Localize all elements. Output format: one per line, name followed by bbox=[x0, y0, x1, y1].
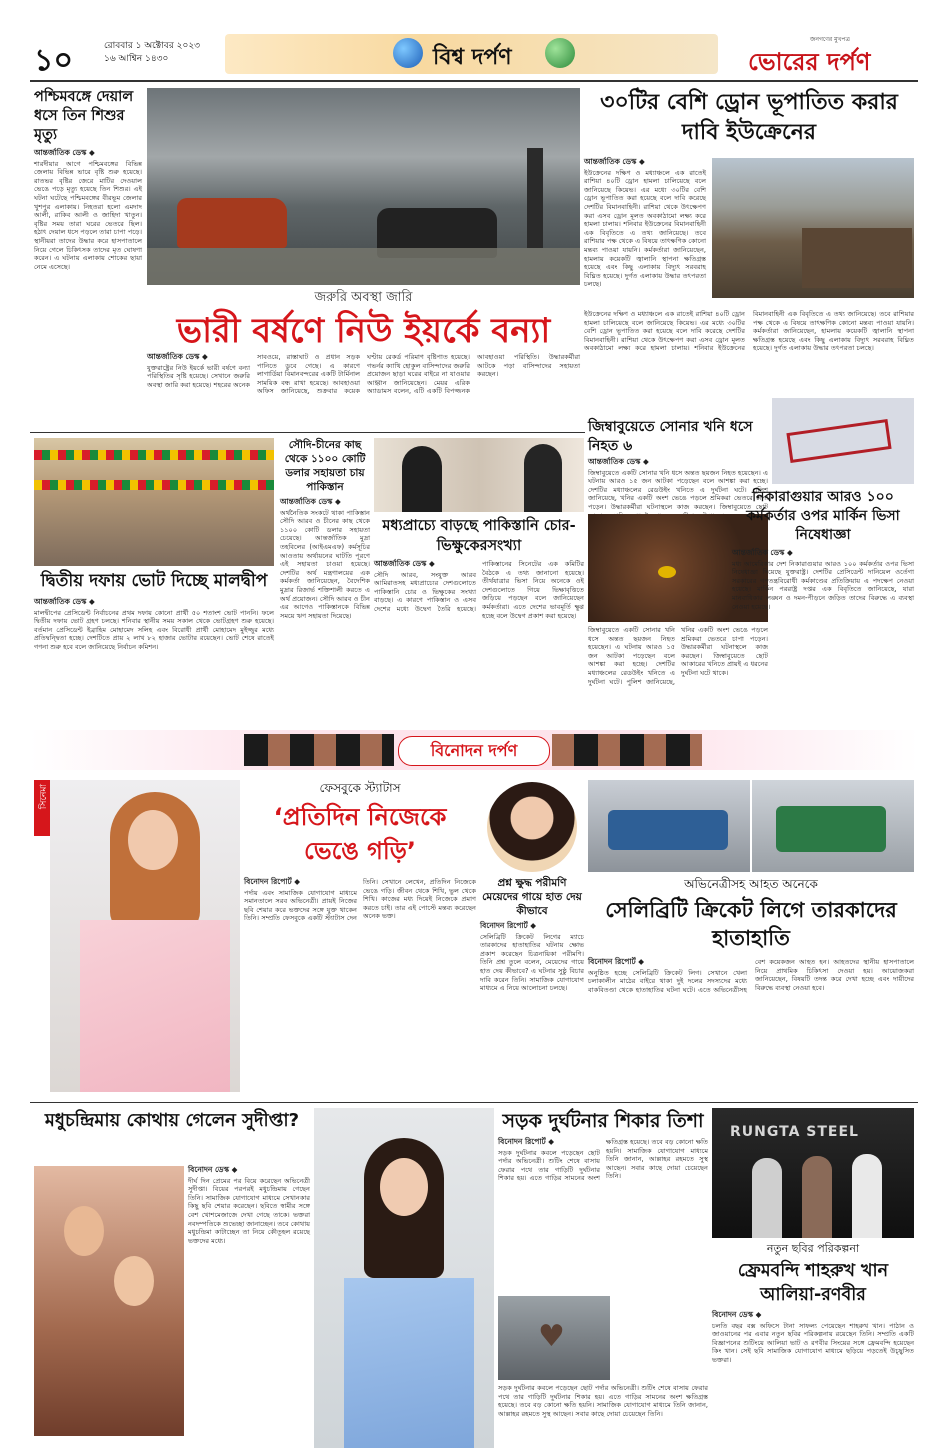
players-shape bbox=[608, 810, 728, 850]
article-body bbox=[374, 560, 584, 708]
story-saudi bbox=[280, 438, 370, 723]
kicker: ফেসবুকে স্ট্যাটাস bbox=[319, 781, 401, 795]
byline: বিনোদন রিপোর্ট ◆ bbox=[498, 1137, 555, 1146]
face-shape bbox=[380, 1158, 428, 1216]
headline: মধুচন্দ্রিমায় কোথায় গেলেন সুদীপ্তা? bbox=[44, 1110, 300, 1131]
byline: আন্তর্জাতিক ডেস্ক ◆ bbox=[374, 559, 435, 568]
saree-shape bbox=[344, 1278, 474, 1448]
headline: ভারী বর্ষণে নিউ ইয়র্কে বন্যা bbox=[176, 311, 551, 351]
body-text: দীর্ঘ দিন প্রেমের পর বিয়ে করেছেন অভিনেত্রী সুদীপ্তা। বিয়ের পরপরই মধুচন্দ্রিমায় গেছেন তিনি। সামাজিক যোগাযোগ মাধ্যমে সেখানকার কিছু ছবি শেয়ার করেছেন। ছবিতে স্বামীর সঙ্গে বেশ খোশমেজাজে দেখা গেছে তাকে। ভক্তরা নবদম্পতিকে শুভেচ্ছা জানাচ্ছেন। তবে কোথায় মধুচন্দ্রিমা কাটাচ্ছেন তা নিয়ে কৌতূহল রয়েছে ভক্তদের মধ্যে। bbox=[188, 1176, 310, 1245]
row-divider bbox=[30, 1102, 918, 1103]
kicker: অভিনেত্রীসহ আহত অনেকে bbox=[684, 877, 818, 891]
face-shape bbox=[128, 810, 178, 870]
article-body bbox=[34, 149, 142, 439]
story-flood bbox=[147, 288, 580, 428]
figure-shape bbox=[524, 444, 562, 512]
article-body bbox=[147, 353, 580, 425]
byline: আন্তর্জাতিক ডেস্ক ◆ bbox=[34, 148, 95, 157]
story-sudipta bbox=[34, 1108, 310, 1448]
headline: সৌদি-চীনের কাছ থেকে ১১০০ কোটি ডলার সহায়তা চায় পাকিস্তান bbox=[284, 439, 366, 493]
kicker: জরুরি অবস্থা জারি bbox=[314, 290, 413, 305]
cricket-photo-left bbox=[588, 780, 750, 872]
person-shape bbox=[527, 148, 543, 248]
body-text: সেলিব্রিটি ক্রিকেট লিগের ম্যাচে তারকাদের হাতাহাতির ঘটনায় ক্ষোভ প্রকাশ করেছেন চিত্রনায়িকা পরীমণি। তিনি প্রশ্ন তুলে বলেন, মেয়েদের গায়ে হাত দেয় কীভাবে? এ ঘটনার সুষ্ঠু বিচার দাবি করেন তিনি। সামাজিক যোগাযোগ মাধ্যমে এ নিয়ে আলোচনা চলছে। bbox=[480, 932, 584, 993]
car-shape bbox=[177, 198, 287, 248]
headline: পশ্চিমবঙ্গে দেয়াল ধসে তিন শিশুর মৃত্যু bbox=[34, 89, 134, 143]
date-bengali: ১৬ আশ্বিন ১৪৩০ bbox=[104, 54, 169, 64]
article-body-cont bbox=[584, 310, 914, 380]
story-beggars bbox=[374, 516, 584, 722]
actress-photo bbox=[50, 780, 240, 1092]
entertainment-title bbox=[398, 736, 550, 766]
body-text: জিম্বাবুয়েতে একটি সোনার খনি ধসে অন্তত ছয়জন নিহত হয়েছেন। এ ঘটনায় আরও ১৫ জন আটকা পড়েছেন বলে আশঙ্কা করা হচ্ছে। দেশটির মধ্যাঞ্চলের রেডউইং খনিতে এ দুর্ঘটনা ঘটে। পুলিশ জানিয়েছে, খনির একটি অংশ ভেঙে পড়লে শ্রমিকরা ভেতরে চাপা পড়েন। উদ্ধারকর্মীরা ঘটনাস্থলে কাজ করছেন। জিম্বাবুয়েতে ছোট bbox=[588, 468, 768, 511]
figure-shape bbox=[402, 446, 442, 512]
headline: ৩০টির বেশি ড্রোন ভূপাতিত করার দাবি ইউক্রেনের bbox=[600, 90, 898, 145]
article-body-cont bbox=[498, 1384, 708, 1440]
cricket-photo-right bbox=[752, 780, 914, 872]
article-body bbox=[584, 158, 706, 308]
face-shape bbox=[114, 1256, 154, 1306]
article-body bbox=[188, 1166, 310, 1438]
body-text: ইউক্রেনের দক্ষিণ ও মধ্যাঞ্চলে এক রাতেই রাশিয়া ৪০টি ড্রোন হামলা চালিয়েছে বলে জানিয়েছে কিয়েভ। এর মধ্যে ৩০টির বেশি ড্রোন ভূপাতিত করা হয়েছে বলে দাবি করেছে দেশটির বিমানবাহিনী। রাশিয়া থেকে উৎক্ষেপণ করা এসব ড্রোন মূলত অবকাঠামো লক্ষ্য করে হামলা চালায়। শনিবার ইউক্রেনের বিমানবাহিনী এক বিবৃতিতে এ তথ্য জানিয়েছে। তবে রাশিয়ার পক্ষ থেকে এ বিষয়ে তাৎক্ষণিক কোনো মন্তব্য পাওয়া যায়নি। কর্মকর্তারা জানিয়েছেন, হামলায় কয়েকটি জ্বালানি স্থাপনা ক্ষতিগ্রস্ত হয়েছে এবং কিছু এলাকায় বিদ্যুৎ সরবরাহ বিঘ্নিত হয়েছে। দুর্গত এলাকায় উদ্ধার তৎপরতা চলছে। bbox=[584, 168, 707, 289]
sign-text: RUNGTA STEEL bbox=[730, 1124, 859, 1140]
byline: বিনোদন রিপোর্ট ◆ bbox=[588, 957, 645, 966]
globe-icon-right bbox=[545, 38, 575, 68]
paper-tag: জনগণের মুখপত্র bbox=[810, 36, 850, 43]
section-title: বিশ্ব দর্পণ bbox=[433, 44, 512, 70]
byline: বিনোদন রিপোর্ট ◆ bbox=[480, 921, 537, 930]
date-gregorian: রোববার ১ অক্টোবর ২০২৩ bbox=[104, 41, 201, 51]
byline: আন্তর্জাতিক ডেস্ক ◆ bbox=[588, 457, 649, 466]
entertainment-banner bbox=[30, 730, 918, 770]
byline: আন্তর্জাতিক ডেস্ক ◆ bbox=[34, 597, 95, 606]
shahrukh-photo bbox=[712, 1108, 914, 1238]
story-cricket bbox=[588, 876, 914, 1100]
headline: দ্বিতীয় দফায় ভোট দিচ্ছে মালদ্বীপ bbox=[40, 571, 268, 591]
story-maldives bbox=[34, 570, 274, 720]
film-strip-right bbox=[552, 734, 702, 766]
drone-photo bbox=[712, 158, 914, 298]
article-body bbox=[244, 878, 476, 1078]
body-text: সড়ক দুর্ঘটনার কবলে পড়েছেন ছোট পর্দার অভিনেত্রী। শুটিং শেষে বাসায় ফেরার পথে তার গাড়িটি দুর্ঘটনার শিকার হয়। এতে গাড়ির সামনের অংশ ক্ষতিগ্রস্ত হয়েছে। তবে বড় কোনো ক্ষতি হয়নি। সামাজিক যোগাযোগ মাধ্যমে তিনি জানান, আল্লাহর রহমতে সুস্থ আছেন। সবার কাছে দোয়া চেয়েছেন তিনি। bbox=[498, 1384, 708, 1418]
headline: সেলিব্রিটি ক্রিকেট লিগে তারকাদের হাতাহাতি bbox=[605, 898, 897, 950]
byline: আন্তর্জাতিক ডেস্ক ◆ bbox=[147, 352, 208, 361]
body-text: মধ্য আমেরিকার দেশ নিকারাগুয়ার আরও ১০০ কর্মকর্তার ওপর ভিসা নিষেধাজ্ঞা দিয়েছে যুক্তরাষ্ট্র। দেশটির প্রেসিডেন্ট দানিয়েল ওর্তেগা সরকারের গণতন্ত্রবিরোধী কর্মকাণ্ডের প্রতিক্রিয়ায় এ পদক্ষেপ নেওয়া হয়েছে। মার্কিন পররাষ্ট্র দপ্তর এক বিবৃতিতে জানিয়েছে, যারা মানবাধিকার লঙ্ঘন ও দমন-পীড়নে জড়িত তাদের বিরুদ্ধে এ ব্যবস্থা নেওয়া হয়েছে। bbox=[732, 559, 914, 611]
section-banner bbox=[225, 34, 718, 74]
date-line bbox=[104, 40, 200, 66]
byline: আন্তর্জাতিক ডেস্ক ◆ bbox=[732, 548, 793, 557]
face-shape bbox=[64, 1206, 104, 1256]
person-shape bbox=[752, 1158, 782, 1238]
saree-shape bbox=[80, 920, 230, 1092]
globe-icon bbox=[393, 38, 423, 68]
person-shape bbox=[852, 1154, 882, 1238]
visa-rejected-photo bbox=[772, 398, 914, 484]
body-text: সড়ক দুর্ঘটনার কবলে পড়েছেন ছোট পর্দার অভিনেত্রী। শুটিং শেষে বাসায় ফেরার পথে তার গাড়িটি দুর্ঘটনার শিকার হয়। এতে গাড়ির সামনের অংশ ক্ষতিগ্রস্ত হয়েছে। তবে বড় কোনো ক্ষতি হয়নি। সামাজিক যোগাযোগ মাধ্যমে তিনি জানান, আল্লাহর রহমতে সুস্থ আছেন। সবার কাছে দোয়া চেয়েছেন তিনি। bbox=[498, 1138, 708, 1183]
byline: বিনোদন ডেস্ক ◆ bbox=[188, 1165, 238, 1174]
story-porimoni bbox=[480, 876, 584, 1098]
article-body bbox=[498, 1138, 708, 1294]
headline: নিকারাগুয়ার আরও ১০০ কর্মকর্তার ওপর মার্কিন ভিসা নিষেধাজ্ঞা bbox=[746, 489, 900, 543]
headline: মধ্যপ্রাচ্যে বাড়ছে পাকিস্তানি চোর-ভিক্ষুকেরসংখ্যা bbox=[382, 518, 576, 554]
body-text: চলতি বছর বক্স অফিসে টানা সাফল্য পেয়েছেন শাহরুখ খান। পাঠান ও জাওয়ানের পর এবার নতুন ছবির পরিকল্পনায় রয়েছেন তিনি। সম্প্রতি একটি বিজ্ঞাপনের শুটিংয়ে আলিয়া ভাট ও রণবীর সিংয়ের সঙ্গে ফ্রেমবন্দি হয়েছেন কিং খান। সেই ছবি সামাজিক যোগাযোগ মাধ্যমে ছড়িয়ে পড়তেই উচ্ছ্বসিত ভক্তরা। bbox=[712, 1321, 914, 1364]
byline: বিনোদন রিপোর্ট ◆ bbox=[244, 877, 301, 886]
row-divider bbox=[30, 432, 585, 433]
headline: সড়ক দুর্ঘটনার শিকার তিশা bbox=[502, 1110, 704, 1132]
article-body bbox=[34, 598, 274, 698]
crashed-car-photo bbox=[498, 1296, 610, 1380]
story-drone bbox=[584, 88, 914, 380]
body-text: ইউক্রেনের দক্ষিণ ও মধ্যাঞ্চলে এক রাতেই রাশিয়া ৪০টি ড্রোন হামলা চালিয়েছে বলে জানিয়েছে কিয়েভ। এর মধ্যে ৩০টির বেশি ড্রোন ভূপাতিত করা হয়েছে বলে দাবি করেছে দেশটির বিমানবাহিনী। রাশিয়া থেকে উৎক্ষেপণ করা এসব ড্রোন মূলত অবকাঠামো লক্ষ্য করে হামলা চালায়। শনিবার ইউক্রেনের বিমানবাহিনী এক বিবৃতিতে এ তথ্য জানিয়েছে। তবে রাশিয়ার পক্ষ থেকে এ বিষয়ে তাৎক্ষণিক কোনো মন্তব্য পাওয়া যায়নি। কর্মকর্তারা জানিয়েছেন, হামলায় কয়েকটি জ্বালানি স্থাপনা ক্ষতিগ্রস্ত হয়েছে এবং কিছু এলাকায় বিদ্যুৎ সরবরাহ বিঘ্নিত হয়েছে। দুর্গত এলাকায় উদ্ধার তৎপরতা চলছে। bbox=[584, 310, 914, 353]
bunting-shape bbox=[34, 480, 274, 490]
flood-photo bbox=[147, 88, 580, 285]
cinema-tag bbox=[34, 780, 50, 836]
players-shape bbox=[776, 806, 886, 852]
byline: আন্তর্জাতিক ডেস্ক ◆ bbox=[584, 157, 645, 166]
headline: ‘প্রতিদিন নিজেকে ভেঙে গড়ি’ bbox=[273, 803, 447, 865]
porimoni-photo bbox=[487, 782, 577, 872]
couple-photo bbox=[34, 1166, 184, 1436]
story-tisha bbox=[498, 1108, 708, 1448]
byline: বিনোদন ডেস্ক ◆ bbox=[712, 1310, 762, 1319]
gold-nugget-shape bbox=[658, 566, 676, 578]
paper-logo: ভোরের দর্পণ bbox=[748, 47, 871, 76]
heart-icon: ♥ bbox=[538, 1319, 565, 1354]
body-text: যুক্তরাষ্ট্রের নিউ ইয়র্কে ভারী বর্ষণে বন্যা পরিস্থিতির সৃষ্টি হয়েছে। সেখানে জরুরি অবস্থা জারি করা হয়েছে। শহরের অনেক সাবওয়ে, রাস্তাঘাট ও প্রধান সড়ক পানিতে ডুবে গেছে। এ কারণে লাগার্ডিয়া বিমানবন্দরের একটি টার্মিনাল সাময়িক বন্ধ রাখা হয়েছে। আবহাওয়া অফিস জানিয়েছে, শুক্রবার কয়েক ঘণ্টায় রেকর্ড পরিমাণ বৃষ্টিপাত হয়েছে। গভর্নর ক্যাথি হোকুল বাসিন্দাদের জরুরি প্রয়োজন ছাড়া ঘরের বাইরে না যাওয়ার আহ্বান জানিয়েছেন। মেয়র এরিক অ্যাডামস বলেন, এটি একটি বিপজ্জনক আবহাওয়া পরিস্থিতি। উদ্ধারকর্মীরা আটকে পড়া বাসিন্দাদের সহায়তা করছেন। bbox=[147, 353, 580, 396]
person-shape bbox=[802, 1156, 832, 1238]
body-text: মালদ্বীপের প্রেসিডেন্ট নির্বাচনের প্রথম দফায় কোনো প্রার্থী ৫০ শতাংশ ভোট পাননি। ফলে দ্বিতীয় দফায় ভোট গ্রহণ চলছে। শনিবার স্থানীয় সময় সকাল থেকে ভোটগ্রহণ শুরু হয়েছে। বর্তমান প্রেসিডেন্ট ইব্রাহিম মোহামেদ সলিহ এবং বিরোধী প্রার্থী মোহামেদ মুইজ্জুর মধ্যে প্রতিদ্বন্দ্বিতা হচ্ছে। দেশটিতে প্রায় ২ লাখ ৮২ হাজার ভোটার রয়েছেন। ভোট শেষে রাতেই গণনা শুরু হবে বলে জানিয়েছে নির্বাচন কমিশন। bbox=[34, 608, 274, 651]
masthead bbox=[0, 0, 945, 80]
headline: প্রশ্ন ক্ষুদ্ধ পরীমণি মেয়েদের গায়ে হাত দেয় কীভাবে bbox=[482, 877, 582, 917]
article-body bbox=[712, 1311, 914, 1423]
page-number: ১০ bbox=[34, 43, 73, 78]
section-title: বিনোদন দর্পণ bbox=[430, 741, 518, 760]
body-text: অনুষ্ঠিত হচ্ছে সেলিব্রিটি ক্রিকেট লিগ। সেখানে খেলা চলাকালীন মাঠের বাইরে থাকা দুই দলের সদস্যদের মধ্যে বাকবিতণ্ডা থেকে হাতাহাতির ঘটনা ঘটে। এতে অভিনেত্রীসহ বেশ কয়েকজন আহত হন। আহতদের স্থানীয় হাসপাতালে নিয়ে প্রাথমিক চিকিৎসা দেওয়া হয়। আয়োজকরা জানিয়েছেন, বিষয়টি তদন্ত করে দেখা হচ্ছে এবং দায়ীদের বিরুদ্ধে ব্যবস্থা নেওয়া হবে। bbox=[588, 958, 914, 994]
story-cinema bbox=[244, 780, 476, 1100]
rejected-stamp bbox=[786, 419, 891, 463]
body-text: সৌদি আরব, সংযুক্ত আরব আমিরাতসহ মধ্যপ্রাচ্যের দেশগুলোতে পাকিস্তানি চোর ও ভিক্ষুকের সংখ্যা বাড়ছে। এ কারণে পাকিস্তান ও এসব দেশের মধ্যে উদ্বেগ তৈরি হয়েছে। পাকিস্তানের সিনেটের এক কমিটির বৈঠকে এ তথ্য জানানো হয়েছে। তীর্থযাত্রার ভিসা নিয়ে অনেকে ওই দেশগুলোতে গিয়ে ভিক্ষাবৃত্তিতে জড়িয়ে পড়ছেন বলে জানিয়েছেন কর্মকর্তারা। এতে দেশের ভাবমূর্তি ক্ষুণ্ণ হচ্ছে বলে উদ্বেগ প্রকাশ করা হয়েছে। bbox=[374, 560, 584, 620]
film-strip-left bbox=[244, 734, 394, 766]
story-bengal bbox=[34, 88, 142, 458]
body-text: জিম্বাবুয়েতে একটি সোনার খনি ধসে অন্তত ছয়জন নিহত হয়েছেন। এ ঘটনায় আরও ১৫ জন আটকা পড়েছেন বলে আশঙ্কা করা হচ্ছে। দেশটির মধ্যাঞ্চলের রেডউইং খনিতে এ দুর্ঘটনা ঘটে। পুলিশ জানিয়েছে, খনির একটি অংশ ভেঙে পড়লে শ্রমিকরা ভেতরে চাপা পড়েন। উদ্ধারকর্মীরা ঘটনাস্থলে কাজ করছেন। জিম্বাবুয়েতে ছোট আকারের খনিতে প্রায়ই এ ধরনের দুর্ঘটনা ঘটে থাকে। bbox=[588, 626, 768, 686]
maldives-photo bbox=[34, 438, 274, 566]
beggars-photo bbox=[374, 438, 584, 512]
body-text: পর্দায় এবং সামাজিক যোগাযোগ মাধ্যমে সমানতালে সরব অভিনেত্রী। প্রায়ই নিজের ছবি শেয়ার করে ভক্তদের সঙ্গে যুক্ত থাকেন তিনি। সম্প্রতি ফেসবুকে একটি স্ট্যাটাস দেন তিনি। সেখানে লেখেন, প্রতিদিন নিজেকে ভেঙে গড়ি। জীবন থেকে শিখি, ভুল থেকে শিখি। কাজের মধ্য দিয়েই নিজেকে প্রমাণ করতে চাই। তার এই পোস্টে মন্তব্য করেছেন অনেক ভক্ত। bbox=[244, 878, 476, 923]
tag-label: সিনেমা bbox=[39, 784, 49, 810]
kicker: নতুন ছবির পরিকল্পনা bbox=[766, 1242, 860, 1255]
water-surface bbox=[147, 248, 580, 285]
body-text: শারদীয়ার আগে পশ্চিমবঙ্গের বিভিন্ন জেলায় বিভিন্ন ভারে বৃষ্টি শুরু হয়েছে। রাতভর বৃষ্টির জেরে মাটির দেওয়াল ভেঙে পড়ে মৃত্যু হয়েছে তিন শিশুর। এই ঘটনা ঘটেছে পশ্চিমবঙ্গের বীরভূম জেলার খুশপুর এলাকায়। নিহতরা হলো এমদাদ আলী, রাকিব আলী ও জাহিদা খাতুন। বৃষ্টির সময় তারা ঘরের ভেতরে ছিল। হঠাৎ দেয়াল ধসে পড়লে তারা চাপা পড়ে। স্থানীয়রা তাদের উদ্ধার করে হাসপাতালে নিয়ে গেলে চিকিৎসক তাদের মৃত ঘোষণা করেন। এ ঘটনায় এলাকায় শোকের ছায়া নেমে এসেছে। bbox=[34, 159, 142, 271]
article-body bbox=[280, 498, 370, 728]
tisha-photo bbox=[314, 1108, 494, 1448]
headline: জিম্বাবুয়েতে সোনার খনি ধসে নিহত ৬ bbox=[588, 419, 753, 454]
article-body bbox=[732, 549, 914, 719]
story-shahrukh bbox=[712, 1240, 914, 1448]
article-body bbox=[588, 958, 914, 1086]
headline: ফ্রেমবন্দি শাহরুখ খান আলিয়া-রণবীর bbox=[737, 1261, 889, 1305]
story-nicaragua bbox=[732, 488, 914, 723]
debris-shape bbox=[802, 228, 912, 288]
bunting-shape bbox=[34, 450, 274, 460]
body-text: অর্থনৈতিক সংকটে থাকা পাকিস্তান সৌদি আরব ও চীনের কাছ থেকে ১১০০ কোটি ডলার সহায়তা চেয়েছে। আন্তর্জাতিক মুদ্রা তহবিলের (আইএমএফ) কর্মসূচির আওতায় অর্থায়নের ঘাটতি পূরণে এই সহায়তা চাওয়া হয়েছে। দেশটির অর্থ মন্ত্রণালয়ের এক কর্মকর্তা জানিয়েছেন, বৈদেশিক মুদ্রার রিজার্ভ শক্তিশালী করতে এ অর্থ প্রয়োজন। সৌদি আরব ও চীন এর আগেও পাকিস্তানকে বিভিন্ন সময়ে ঋণ সহায়তা দিয়েছে। bbox=[280, 508, 370, 620]
byline: আন্তর্জাতিক ডেস্ক ◆ bbox=[280, 497, 341, 506]
masthead-rule bbox=[30, 80, 918, 82]
article-body bbox=[480, 922, 584, 1082]
